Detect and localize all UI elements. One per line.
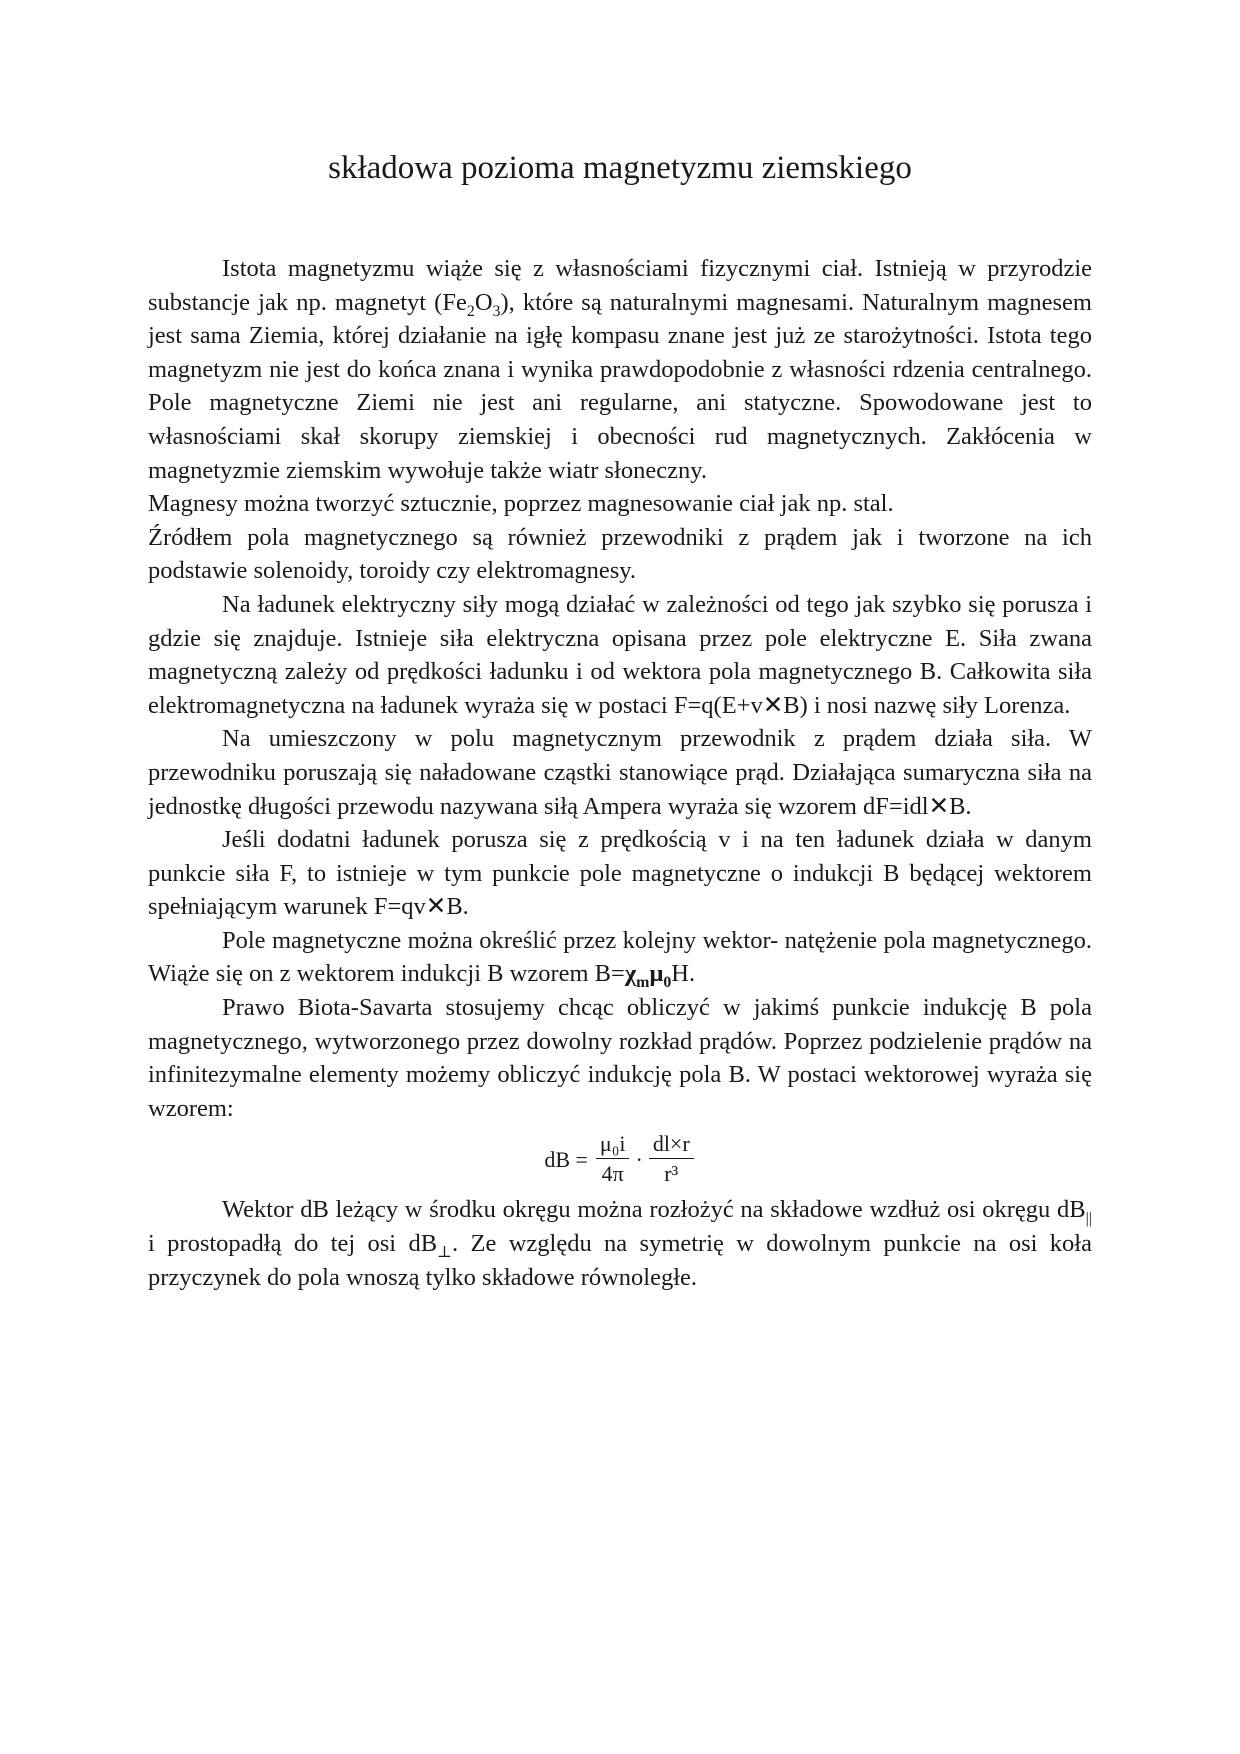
formula-numerator-1: μ₀i <box>596 1130 630 1159</box>
formula-numerator-2: dl×r <box>649 1130 694 1159</box>
formula-denominator-2: r³ <box>664 1160 679 1186</box>
formula-dot: · <box>635 1146 643 1172</box>
paragraph-lorentz-force: Na ładunek elektryczny siły mogą działać w zależności od tego jak szybko się porusza i gdzie się znajduje. Istnieje siła elektryczna opisana przez pole elektryczne E. Siła zwana magnetyczną zależy od prędkości ładunku i od wektora pola magnetycznego B. Całkowita siła elektromagnetyczna na ładunek wyraża się w postaci F=q(E+v✕B) i nosi nazwę siły Lorenza. <box>148 590 1092 719</box>
paragraph-magnetism-intro: Istota magnetyzmu wiąże się z własnościami fizycznymi ciał. Istnieją w przyrodzie substancje jak np. magnetyt $(Fe_2O_3)$, które są naturalnymi magnesami. Naturalnym magnesem jest sama Ziemia, której działanie na igłę kompasu znane jest już ze starożytności. Istota tego magnetyzm nie jest do końca znana i wynika prawdopodobnie z własności rdzenia centralnego. Pole magnetyczne Ziemi nie jest ani regularne, ani statyczne. Spowodowane jest to własnościami skał skorupy ziemskiej i obecności rud magnetycznych. Zakłócenia w magnetyzmie ziemskim wywołuje także wiatr słoneczny. <box>148 255 1092 484</box>
formula-denominator-1: 4π <box>601 1160 624 1186</box>
formula-lhs: dB = <box>544 1146 588 1172</box>
paragraph-field-sources: Źródłem pola magnetycznego są również przewodniki z prądem jak i tworzone na ich podstawie solenoidy, toroidy czy elektromagnesy. <box>148 523 1092 585</box>
document-body <box>148 252 1092 1294</box>
paragraph-vector-decomposition: Wektor dB leżący w środku okręgu można rozłożyć na składowe wzdłuż osi okręgu $dB_{||}$ i prostopadłą do tej osi $dB_\perp$. Ze względu na symetrię w dowolnym punkcie na osi koła przyczynek do pola wnoszą tylko składowe równoległe. <box>148 1196 1092 1291</box>
formula-fraction-1 <box>596 1130 630 1189</box>
biot-savart-formula <box>148 1125 1092 1193</box>
paragraph-field-intensity: Pole magnetyczne można określić przez kolejny wektor- natężenie pola magnetycznego. Wiąże się on z wektorem indukcji B wzorem $B=\chi_m\mu_0H$. <box>148 926 1092 992</box>
chi-symbol: χ <box>624 960 637 988</box>
formula-fraction-2 <box>649 1130 694 1189</box>
paragraph-ampere-force: Na umieszczony w polu magnetycznym przewodnik z prądem działa siła. W przewodniku poruszają się naładowane cząstki stanowiące prąd. Działająca sumaryczna siła na jednostkę długości przewodu nazywana siłą Ampera wyraża się wzorem dF=idl✕B. <box>148 725 1092 820</box>
paragraph-biot-savart: Prawo Biota-Savarta stosujemy chcąc obliczyć w jakimś punkcie indukcję B pola magnetycznego, wytworzonego przez dowolny rozkład prądów. Poprzez podzielenie prądów na infinitezymalne elementy możemy obliczyć indukcję pola B. W postaci wektorowej wyraża się wzorem: <box>148 994 1092 1122</box>
document-title: składowa pozioma magnetyzmu ziemskiego <box>328 150 912 186</box>
paragraph-induction-definition: Jeśli dodatni ładunek porusza się z prędkością v i na ten ładunek działa w danym punkcie siła F, to istnieje w tym punkcie pole magnetyczne o indukcji B będącej wektorem spełniającym warunek F=qv✕B. <box>148 826 1092 921</box>
mu-symbol: μ <box>649 960 664 988</box>
paragraph-artificial-magnets: Magnesy można tworzyć sztucznie, poprzez magnesowanie ciał jak np. stal. <box>148 490 894 518</box>
